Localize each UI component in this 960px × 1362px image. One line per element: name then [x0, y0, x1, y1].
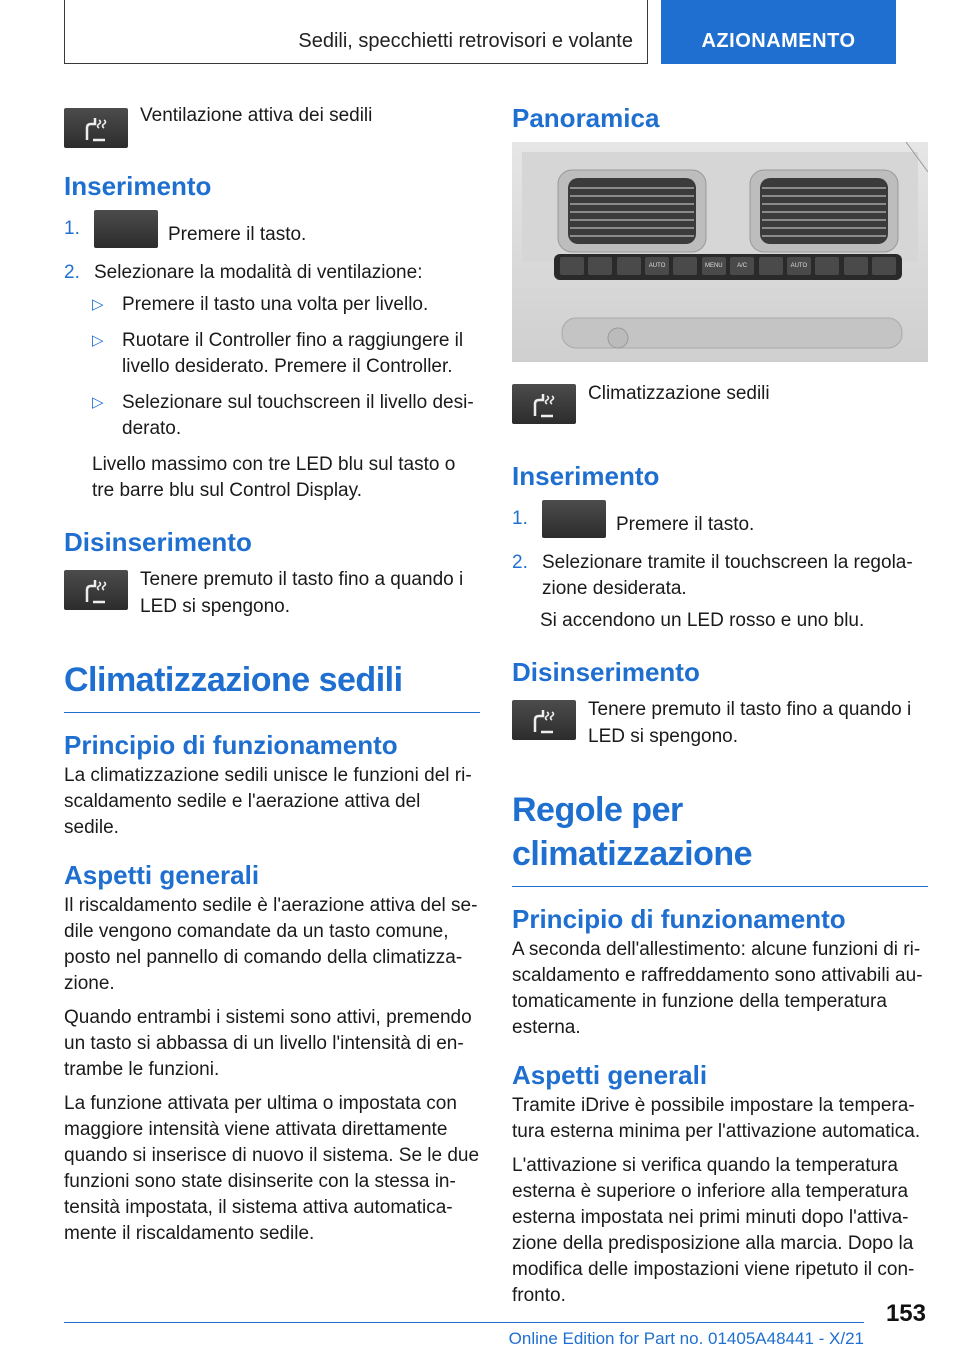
- triangle-bullet-icon: ▷: [92, 332, 104, 349]
- chapter-title: Sedili, specchietti retrovisori e volante: [298, 30, 633, 52]
- seat-ventilation-caption: Ventilazione attiva dei sedili: [64, 98, 480, 148]
- heading-aspetti: Aspetti generali: [512, 1060, 708, 1090]
- panel-button: A/C: [730, 257, 754, 275]
- aspetti-paragraph: Quando entrambi i sistemi sono attivi, premendo un tasto si abbassa di un livello l'intensità di entrambe le funzioni.: [64, 1007, 472, 1080]
- note-text: Livello massimo con tre LED blu sul tasto o tre barre blu sul Control Display.: [92, 454, 456, 501]
- chapter-heading-regole: Regole per climatizzazione: [512, 788, 928, 887]
- step-1: 1. Premere il tasto.: [512, 506, 928, 544]
- section-tab: [661, 0, 896, 64]
- panel-button: [815, 257, 839, 275]
- principio-text: La climatizzazione sedili unisce le funzioni del riscaldamento sedile e l'aerazione attiva del sedile.: [64, 765, 472, 838]
- aspetti-paragraph: La funzione attivata per ultima o impostata con maggiore intensità viene attivata direttamente quando si inserisce di nuovo il sistema. Se le due funzioni sono state disinserite con la stessa intensità impostata, il sistema attiva automaticamente il riscaldamento sedile.: [64, 1093, 480, 1244]
- seat-ventilation-button-icon: [94, 210, 158, 248]
- seat-climate-button-icon: [542, 500, 606, 538]
- edition-text: Online Edition for Part no. 01405A48441 - X/21: [508, 1329, 864, 1348]
- triangle-bullet-icon: ▷: [92, 394, 104, 411]
- heading-principio: Principio di funzionamento: [64, 730, 398, 760]
- step-2: 2. Selezionare la modalità di ventilazione:: [64, 260, 480, 286]
- step-1: 1. Premere il tasto.: [64, 216, 480, 254]
- step-number: 1.: [512, 508, 528, 529]
- panel-button-strip: [560, 257, 896, 277]
- aspetti-paragraph: Tramite iDrive è possibile impostare la temperatura esterna minima per l'attivazione automatica.: [512, 1095, 921, 1142]
- bullet-item: ▷ Ruotare il Controller fino a raggiungere il livello desiderato. Premere il Controller.: [92, 330, 464, 377]
- panel-button: [617, 257, 641, 275]
- chapter-tab: [64, 0, 648, 64]
- seat-climate-icon: [512, 700, 576, 740]
- aspetti-paragraph: Il riscaldamento sedile è l'aerazione attiva del sedile vengono comandate da un tasto comune, posto nel pannello di comando della climatizzazione.: [64, 895, 478, 994]
- panel-button: [844, 257, 868, 275]
- heading-panoramica: Panoramica: [512, 103, 660, 133]
- triangle-bullet-icon: ▷: [92, 296, 104, 313]
- section-heading-disinserimento: Disinserimento: [64, 527, 252, 557]
- panel-button: MENU: [702, 257, 726, 275]
- principio-text: A seconda dell'allestimento: alcune funzioni di riscaldamento e raffreddamento sono attivabili automaticamente in funzione della temperatura esterna.: [512, 939, 923, 1038]
- step-2: 2. Selezionare tramite il touchscreen la regolazione desiderata.: [512, 552, 913, 599]
- seat-ventilation-icon: [64, 108, 128, 148]
- panel-button: [872, 257, 896, 275]
- panel-button: [588, 257, 612, 275]
- disinserimento-caption: Tenere premuto il tasto fino a quando i LED si spengono.: [512, 696, 928, 750]
- seat-climate-caption: Climatizzazione sedili: [512, 380, 928, 430]
- heading-principio: Principio di funzionamento: [512, 904, 846, 934]
- disinserimento-caption: Tenere premuto il tasto fino a quando i LED si spengono.: [64, 566, 480, 620]
- page-header: [64, 0, 896, 66]
- climate-panel-photo: [512, 142, 928, 362]
- right-column: [512, 100, 928, 1317]
- panel-button: [560, 257, 584, 275]
- page-footer: [64, 1322, 864, 1349]
- step-number: 1.: [64, 218, 80, 239]
- panel-button: AUTO: [645, 257, 669, 275]
- bullet-item: ▷ Selezionare sul touchscreen il livello desiderato.: [92, 392, 474, 439]
- step-number: 2.: [512, 552, 528, 573]
- section-heading-inserimento: Inserimento: [512, 461, 660, 491]
- section-heading-disinserimento: Disinserimento: [512, 657, 700, 687]
- section-heading-inserimento: Inserimento: [64, 171, 212, 201]
- page-number: 153: [885, 1300, 926, 1327]
- seat-climate-icon: [512, 384, 576, 424]
- left-column: [64, 100, 480, 1255]
- panel-button: [759, 257, 783, 275]
- note-text: Si accendono un LED rosso e uno blu.: [540, 610, 865, 631]
- seat-ventilation-icon: [64, 570, 128, 610]
- heading-aspetti: Aspetti generali: [64, 860, 260, 890]
- bullet-item: ▷ Premere il tasto una volta per livello.: [64, 292, 480, 318]
- panel-button: AUTO: [787, 257, 811, 275]
- chapter-heading-climatizzazione: Climatizzazione sedili: [64, 658, 480, 713]
- section-title: AZIONAMENTO: [701, 30, 856, 52]
- panel-button: [673, 257, 697, 275]
- step-number: 2.: [64, 262, 80, 283]
- aspetti-paragraph: L'attivazione si verifica quando la temperatura esterna è superiore o inferiore alla temperatura esterna impostata nei primi minuti dopo l'attivazione della predisposizione alla marcia. Dopo la modifica delle impostazioni viene ripetuto il confronto.: [512, 1155, 915, 1306]
